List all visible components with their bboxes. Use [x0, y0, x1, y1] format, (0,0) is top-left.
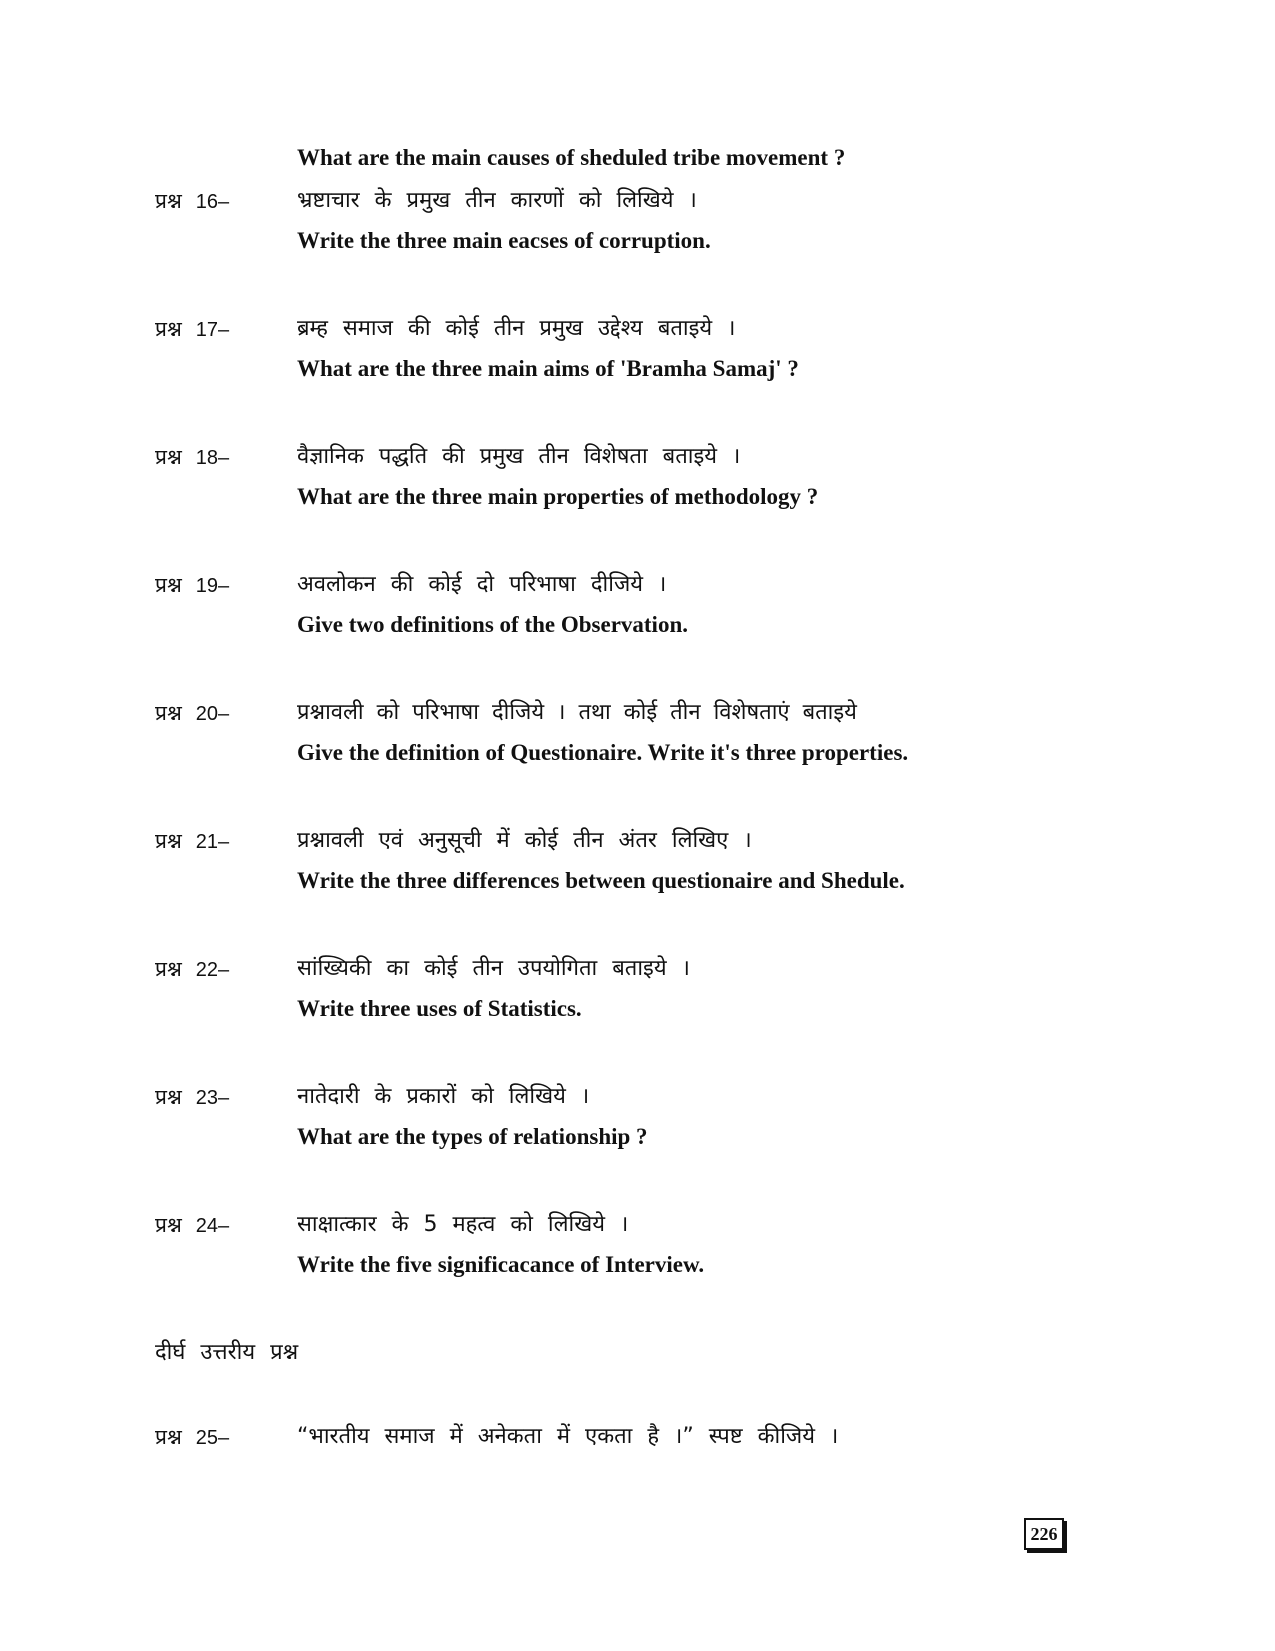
question-number: 19– — [195, 575, 230, 597]
question-prefix: प्रश्न — [155, 445, 182, 469]
question-18-label — [155, 443, 229, 471]
question-24-hindi: साक्षात्कार के 5 महत्व को लिखिये । — [297, 1212, 629, 1237]
question-21-label — [155, 827, 229, 855]
question-23-label — [155, 1083, 229, 1111]
question-number: 24– — [195, 1215, 230, 1237]
section-heading: दीर्घ उत्तरीय प्रश्न — [155, 1340, 299, 1365]
question-19-english: Give two definitions of the Observation. — [297, 612, 688, 637]
question-22-label — [155, 955, 229, 983]
question-18-english: What are the three main properties of methodology ? — [297, 484, 819, 509]
question-17-english: What are the three main aims of 'Bramha Samaj' ? — [297, 356, 799, 381]
question-20-label — [155, 699, 229, 727]
question-22-hindi: सांख्यिकी का कोई तीन उपयोगिता बताइये । — [297, 956, 690, 981]
question-16-hindi: भ्रष्टाचार के प्रमुख तीन कारणों को लिखिये । — [297, 188, 697, 213]
question-20-english: Give the definition of Questionaire. Write it's three properties. — [297, 740, 909, 765]
question-number: 16– — [195, 191, 230, 213]
question-number: 22– — [195, 959, 230, 981]
question-17-hindi: ब्रम्ह समाज की कोई तीन प्रमुख उद्देश्य बताइये । — [297, 316, 736, 341]
question-prefix: प्रश्न — [155, 957, 182, 981]
question-prefix: प्रश्न — [155, 701, 182, 725]
question-25-label — [155, 1423, 229, 1451]
question-number: 17– — [195, 319, 230, 341]
question-21-english: Write the three differences between questionaire and Shedule. — [297, 868, 905, 893]
question-23-english: What are the types of relationship ? — [297, 1124, 648, 1149]
question-prefix: प्रश्न — [155, 189, 182, 213]
question-24-english: Write the five significacance of Interview. — [297, 1252, 705, 1277]
question-prefix: प्रश्न — [155, 317, 182, 341]
question-number: 23– — [195, 1087, 230, 1109]
intro-question-english: What are the main causes of sheduled tribe movement ? — [297, 145, 846, 170]
question-18-hindi: वैज्ञानिक पद्धति की प्रमुख तीन विशेषता बताइये । — [297, 444, 741, 469]
question-prefix: प्रश्न — [155, 1085, 182, 1109]
question-17-label — [155, 315, 229, 343]
question-23-hindi: नातेदारी के प्रकारों को लिखिये । — [297, 1084, 590, 1109]
question-19-label — [155, 571, 229, 599]
question-16-english: Write the three main eacses of corruption. — [297, 228, 711, 253]
question-number: 25– — [195, 1427, 230, 1449]
question-prefix: प्रश्न — [155, 829, 182, 853]
question-22-english: Write three uses of Statistics. — [297, 996, 582, 1021]
question-19-hindi: अवलोकन की कोई दो परिभाषा दीजिये । — [297, 572, 667, 597]
question-24-label — [155, 1211, 229, 1239]
question-20-hindi: प्रश्नावली को परिभाषा दीजिये । तथा कोई तीन विशेषताएं बताइये — [297, 700, 857, 725]
question-number: 20– — [195, 703, 230, 725]
question-number: 18– — [195, 447, 230, 469]
question-number: 21– — [195, 831, 230, 853]
page-number: 226 — [1024, 1518, 1064, 1550]
question-25-hindi: “भारतीय समाज में अनेकता में एकता है ।” स्पष्ट कीजिये । — [297, 1424, 839, 1449]
question-21-hindi: प्रश्नावली एवं अनुसूची में कोई तीन अंतर लिखिए । — [297, 828, 752, 853]
question-prefix: प्रश्न — [155, 1213, 182, 1237]
question-prefix: प्रश्न — [155, 1425, 182, 1449]
question-prefix: प्रश्न — [155, 573, 182, 597]
question-16-label — [155, 187, 229, 215]
